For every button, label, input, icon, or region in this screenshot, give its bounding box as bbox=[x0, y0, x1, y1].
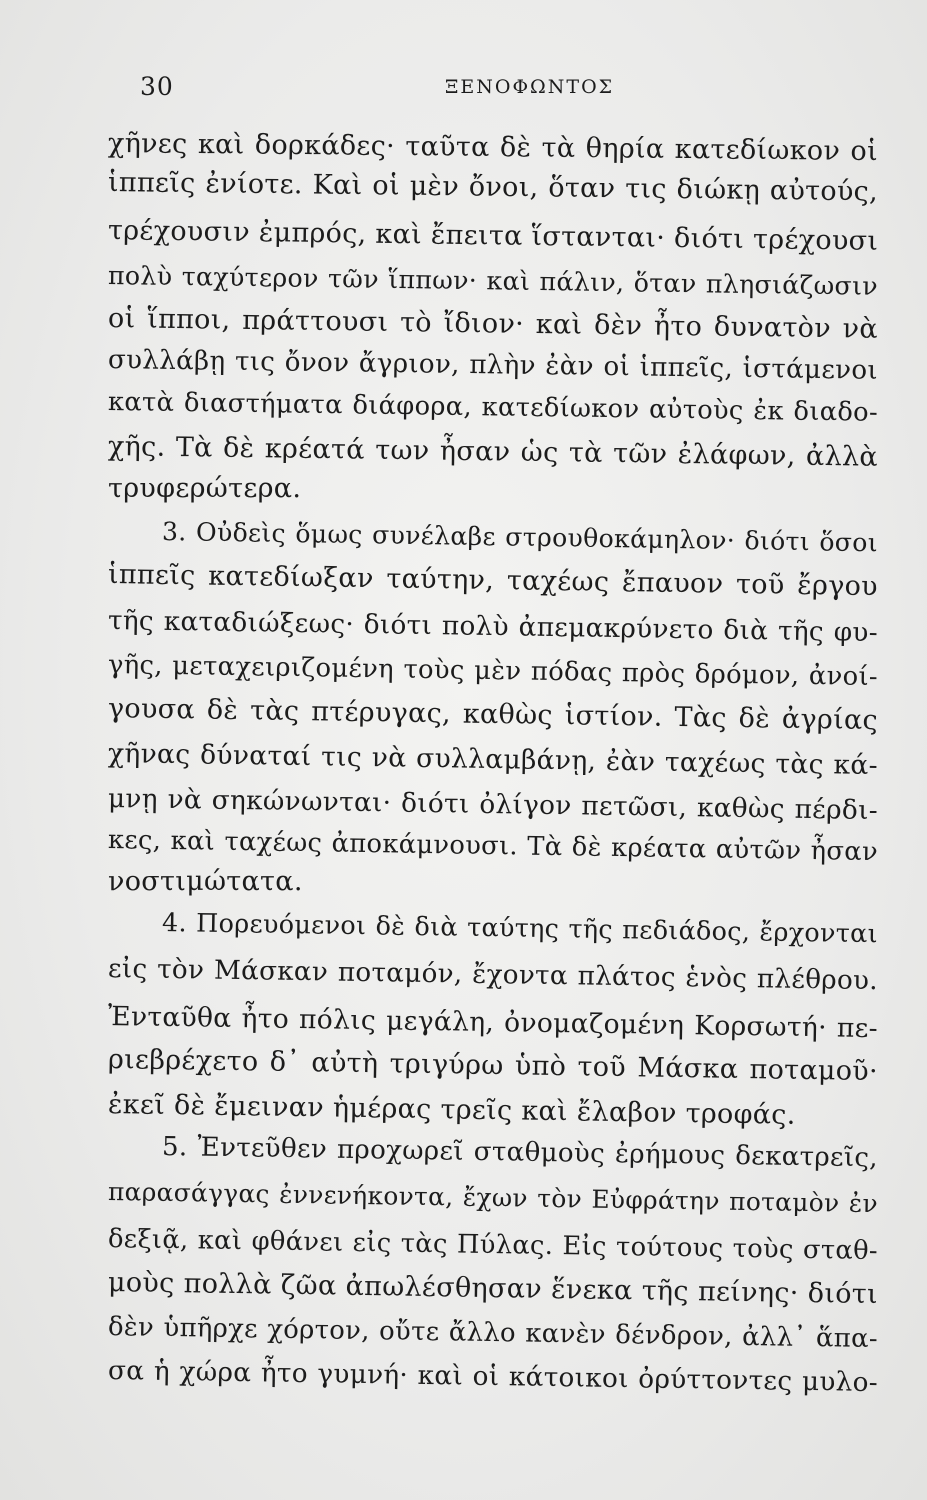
text-line: μοὺς πολλὰ ζῶα ἀπωλέσθησαν ἕνεκα τῆς πείνης· διότι bbox=[107, 1267, 879, 1311]
text-line: παρασάγγας ἐννενήκοντα, ἔχων τὸν Εὐφράτην ποταμὸν ἐν bbox=[107, 1177, 879, 1219]
text-line: 4. Πορευόμενοι δὲ διὰ ταύτης τῆς πεδιάδος, ἔρχονται bbox=[161, 908, 879, 950]
text-line: 3. Οὐδεὶς ὅμως συνέλαβε στρουθοκάμηλον· διότι ὅσοι bbox=[161, 517, 879, 558]
text-line: χῆνες καὶ δορκάδες· ταῦτα δὲ τὰ θηρία κατεδίωκον οἱ bbox=[107, 128, 879, 168]
text-line: γουσα δὲ τὰς πτέρυγας, καθὼς ἱστίον. Τὰς δὲ ἀγρίας bbox=[107, 693, 879, 737]
text-line: συλλάβῃ τις ὄνον ἄγριον, πλὴν ἐὰν οἱ ἱππεῖς, ἱστάμενοι bbox=[107, 345, 879, 386]
page-number: 30 bbox=[140, 72, 174, 101]
text-line: τρυφερώτερα. bbox=[108, 473, 302, 504]
text-line: Ἐνταῦθα ἦτο πόλις μεγάλη, ὀνομαζομένη Κορσωτή· πε- bbox=[107, 1001, 879, 1045]
text-line: δὲν ὑπῆρχε χόρτον, οὔτε ἄλλο κανὲν δένδρον, ἀλλ᾿ ἅπα- bbox=[107, 1312, 879, 1355]
text-line: μνῃ νὰ σηκώνωνται· διότι ὀλίγον πετῶσι, καθὼς πέρδι- bbox=[107, 784, 879, 827]
text-line: νοστιμώτατα. bbox=[108, 866, 303, 897]
text-line: ἐκεῖ δὲ ἔμειναν ἡμέρας τρεῖς καὶ ἔλαβον τροφάς. bbox=[107, 1089, 796, 1131]
text-line: δεξιᾷ, καὶ φθάνει εἰς τὰς Πύλας. Εἰς τούτους τοὺς σταθ- bbox=[107, 1224, 879, 1267]
text-line: εἰς τὸν Μάσκαν ποταμόν, ἔχοντα πλάτος ἑνὸς πλέθρου. bbox=[107, 954, 879, 997]
text-line: πολὺ ταχύτερον τῶν ἵππων· καὶ πάλιν, ὅταν πλησιάζωσιν bbox=[107, 261, 879, 301]
text-line: κατὰ διαστήματα διάφορα, κατεδίωκον αὐτοὺς ἐκ διαδο- bbox=[107, 387, 879, 428]
text-line: ἱππεῖς κατεδίωξαν ταύτην, ταχέως ἔπαυον τοῦ ἔργου bbox=[107, 559, 879, 603]
text-line: κες, καὶ ταχέως ἀποκάμνουσι. Τὰ δὲ κρέατα αὐτῶν ἦσαν bbox=[107, 825, 879, 868]
text-line: τῆς καταδιώξεως· διότι πολὺ ἀπεμακρύνετο διὰ τῆς φυ- bbox=[107, 606, 879, 649]
text-line: χῆνας δύναταί τις νὰ συλλαμβάνῃ, ἐὰν ταχέως τὰς κά- bbox=[107, 738, 879, 782]
text-line: γῆς, μεταχειριζομένη τοὺς μὲν πόδας πρὸς δρόμον, ἀνοί- bbox=[107, 650, 879, 693]
text-line: ριεβρέχετο δ᾿ αὐτὴ τριγύρω ὑπὸ τοῦ Μάσκα ποταμοῦ· bbox=[107, 1044, 879, 1088]
text-line: 5. Ἐντεῦθεν προχωρεῖ σταθμοὺς ἐρήμους δεκατρεῖς, bbox=[161, 1132, 879, 1174]
text-line: ἱππεῖς ἐνίοτε. Καὶ οἱ μὲν ὄνοι, ὅταν τις διώκῃ αὐτούς, bbox=[107, 167, 879, 208]
text-line: σα ἡ χώρα ἦτο γυμνή· καὶ οἱ κάτοικοι ὀρύττοντες μυλο- bbox=[107, 1356, 879, 1399]
text-line: χῆς. Τὰ δὲ κρέατά των ἦσαν ὡς τὰ τῶν ἐλάφων, ἀλλὰ bbox=[107, 431, 879, 473]
text-line: οἱ ἵπποι, πράττουσι τὸ ἴδιον· καὶ δὲν ἦτο δυνατὸν νὰ bbox=[107, 303, 879, 345]
text-line: τρέχουσιν ἐμπρός, καὶ ἔπειτα ἵστανται· διότι τρέχουσι bbox=[107, 215, 879, 257]
running-head: ΞΕΝΟΦΩΝΤΟΣ bbox=[445, 76, 615, 98]
